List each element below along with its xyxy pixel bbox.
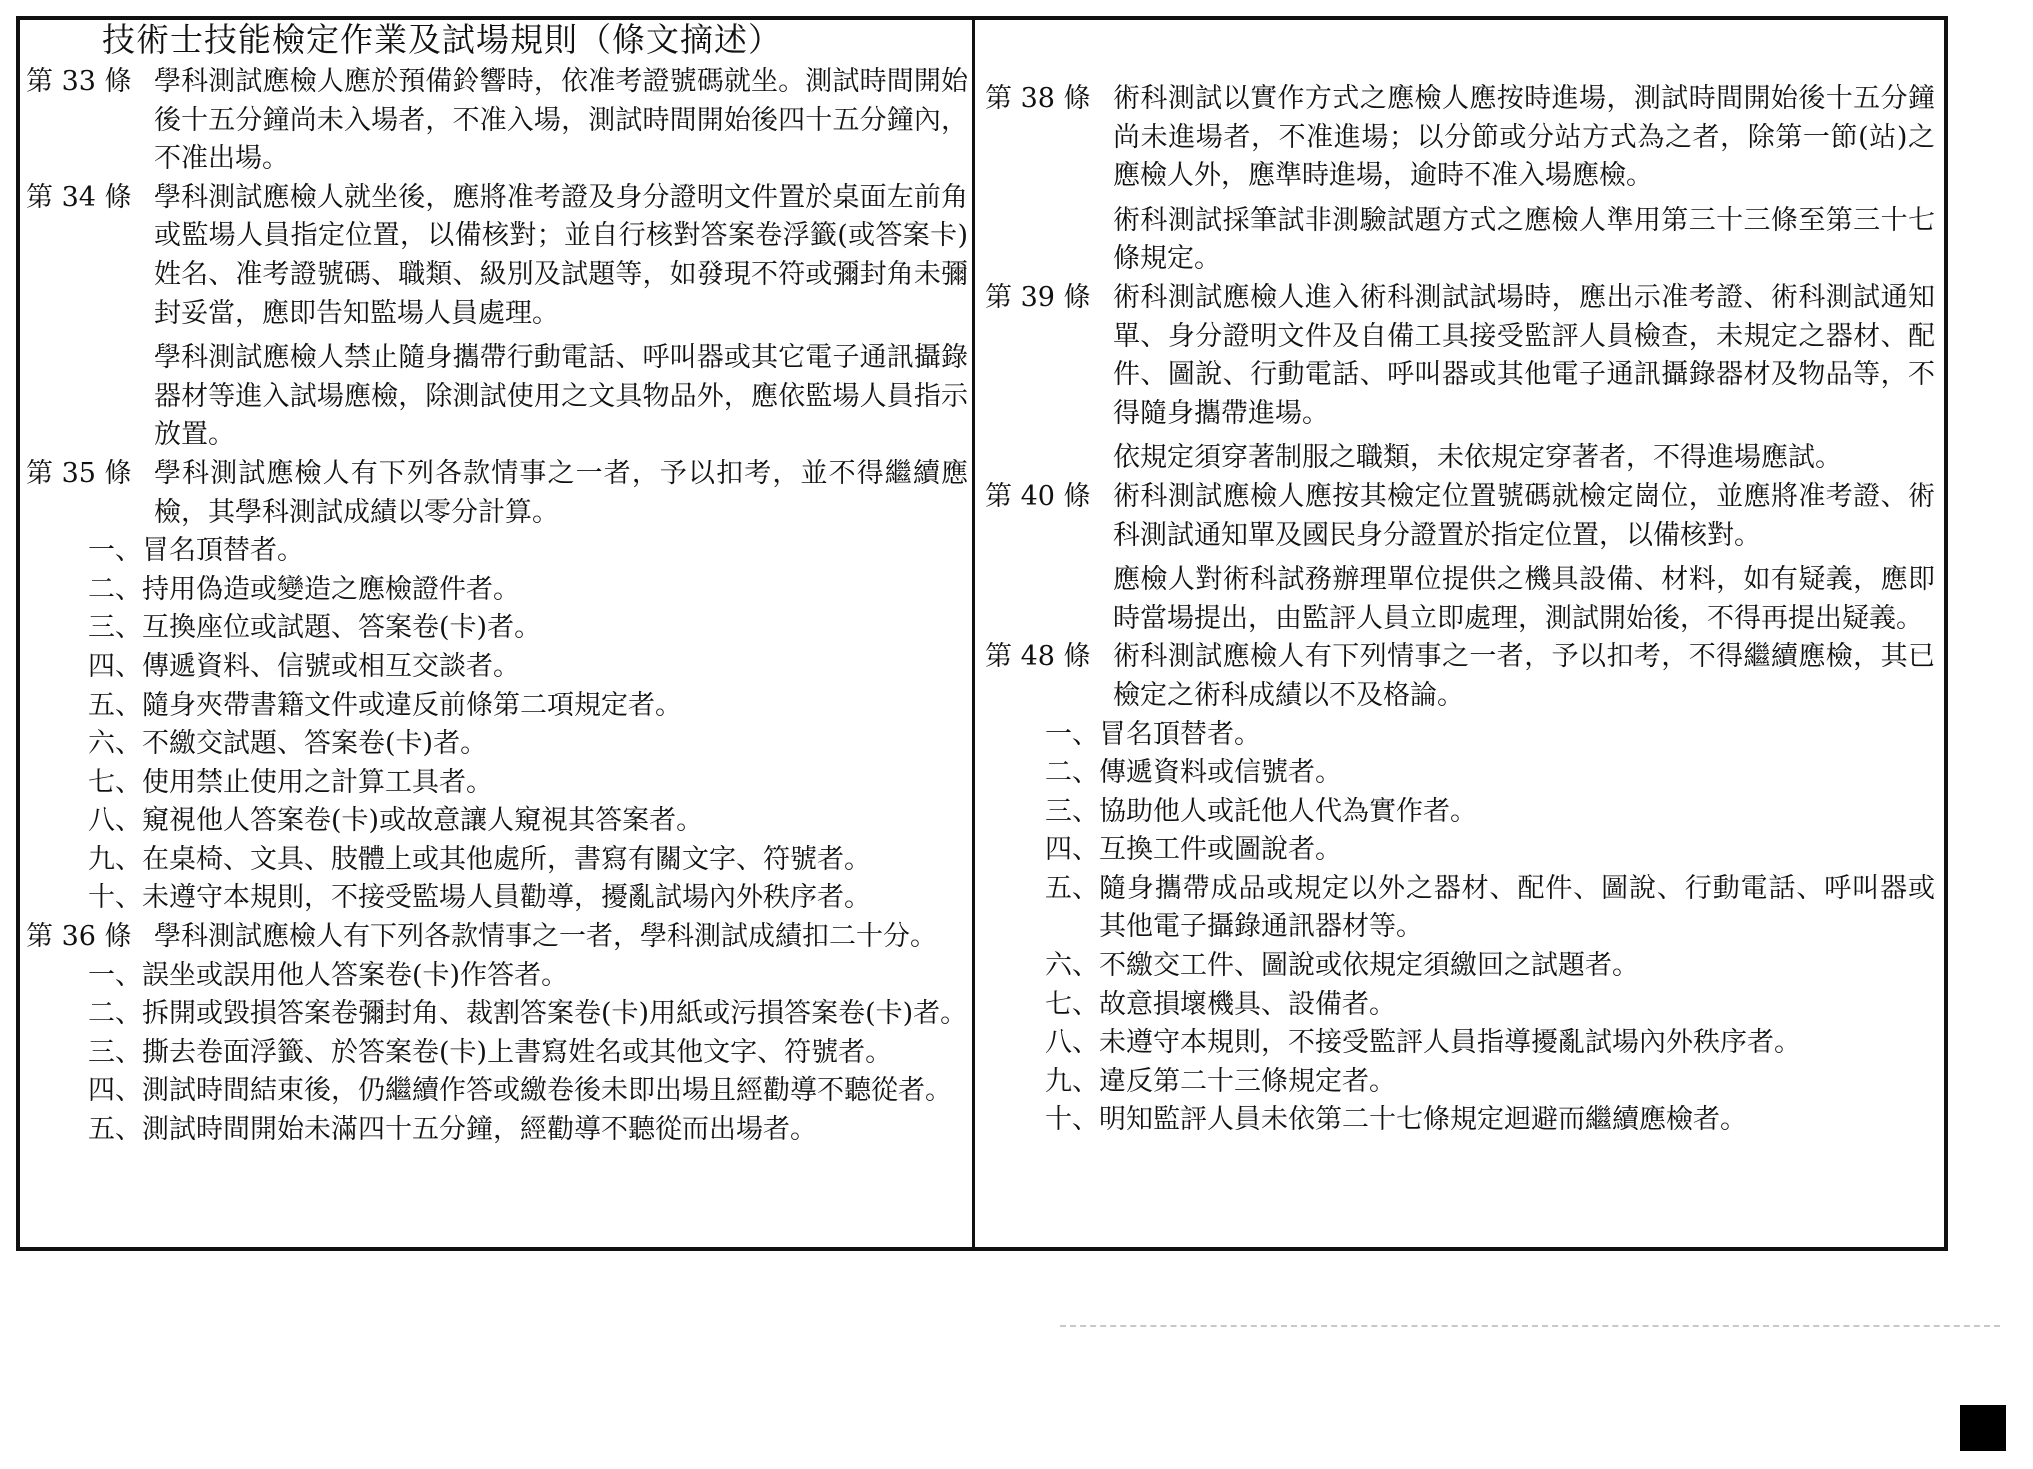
item-number: 八、 — [88, 805, 142, 837]
article-number: 第 38 條 — [985, 83, 1091, 114]
item-number: 二、 — [88, 998, 142, 1030]
article-block — [26, 455, 968, 918]
item-number: 二、 — [88, 573, 142, 605]
article-paragraph: 術科測試應檢人進入術科測試試場時，應出示准考證、術科測試通知單、身分證明文件及自備工具接受監評人員檢查，未規定之器材、配件、圖說、行動電話、呼叫器或其他電子通訊攝錄器材及物品等，不得隨身攜帶進場。 — [1113, 281, 1935, 429]
article-number: 第 34 條 — [26, 181, 132, 213]
item-number: 十、 — [88, 882, 142, 914]
item-text: 誤坐或誤用他人答案卷(卡)作答者。 — [142, 959, 569, 991]
article-item — [26, 725, 968, 764]
item-text: 冒名頂替者。 — [142, 535, 304, 567]
article-item — [26, 571, 968, 610]
item-text: 窺視他人答案卷(卡)或故意讓人窺視其答案者。 — [142, 805, 704, 837]
article-row — [26, 179, 968, 455]
item-text: 協助他人或託他人代為實作者。 — [1099, 795, 1477, 827]
article-block — [985, 478, 1935, 638]
item-text: 互換工件或圖說者。 — [1099, 834, 1342, 866]
article-item — [26, 1111, 968, 1150]
article-text — [154, 63, 968, 179]
article-paragraph: 學科測試應檢人就坐後，應將准考證及身分證明文件置於桌面左前角或監場人員指定位置，以備核對；並自行核對答案卷浮籤(或答案卡)姓名、准考證號碼、職類、級別及試題等，如發現不符或彌封角未彌封妥當，應即告知監場人員處理。 — [154, 181, 968, 329]
item-text: 不繳交試題、答案卷(卡)者。 — [142, 728, 488, 760]
article-row — [26, 918, 968, 957]
article-item — [985, 947, 1935, 986]
article-paragraph: 依規定須穿著制服之職類，未依規定穿著者，不得進場應試。 — [1113, 442, 1842, 474]
item-number: 七、 — [1045, 988, 1099, 1020]
item-text: 在桌椅、文具、肢體上或其他處所，書寫有關文字、符號者。 — [142, 843, 871, 875]
article-row — [985, 80, 1935, 279]
item-text: 拆開或毀損答案卷彌封角、裁割答案卷(卡)用紙或污損答案卷(卡)者。 — [142, 998, 968, 1030]
item-number: 三、 — [88, 612, 142, 644]
article-block — [26, 179, 968, 455]
article-item — [26, 1072, 968, 1111]
article-item — [985, 870, 1935, 947]
right-articles — [985, 80, 1935, 1140]
article-block — [26, 918, 968, 1150]
article-item — [26, 995, 968, 1034]
item-text: 測試時間結束後，仍繼續作答或繳卷後未即出場且經勸導不聽從者。 — [142, 1075, 952, 1107]
article-item — [985, 793, 1935, 832]
item-number: 六、 — [88, 728, 142, 760]
article-row — [26, 63, 968, 179]
article-paragraph: 術科測試採筆試非測驗試題方式之應檢人準用第三十三條至第三十七條規定。 — [1113, 204, 1935, 275]
article-block — [26, 63, 968, 179]
document-title: 技術士技能檢定作業及試場規則（條文摘述） — [102, 20, 782, 59]
article-item — [26, 1034, 968, 1073]
item-text: 隨身攜帶成品或規定以外之器材、配件、圖說、行動電話、呼叫器或其他電子攝錄通訊器材等。 — [1099, 872, 1935, 943]
article-item — [985, 831, 1935, 870]
article-item — [26, 802, 968, 841]
item-text: 冒名頂替者。 — [1099, 718, 1261, 750]
article-number: 第 39 條 — [985, 281, 1091, 313]
article-item — [985, 986, 1935, 1025]
article-paragraph: 術科測試應檢人應按其檢定位置號碼就檢定崗位，並應將准考證、術科測試通知單及國民身分證置於指定位置，以備核對。 — [1113, 480, 1935, 551]
article-paragraph: 應檢人對術科試務辦理單位提供之機具設備、材料，如有疑義，應即時當場提出，由監評人員立即處理，測試開始後，不得再提出疑義。 — [1113, 564, 1935, 634]
article-item — [26, 879, 968, 918]
article-row — [985, 638, 1935, 715]
item-number: 一、 — [1045, 718, 1099, 750]
article-text — [1113, 638, 1935, 715]
item-text: 不繳交工件、圖說或依規定須繳回之試題者。 — [1099, 950, 1639, 982]
item-number: 一、 — [88, 959, 142, 991]
item-number: 三、 — [88, 1036, 142, 1068]
article-paragraph: 學科測試應檢人有下列各款情事之一者，學科測試成績扣二十分。 — [154, 921, 937, 953]
article-paragraph: 術科測試以實作方式之應檢人應按時進場，測試時間開始後十五分鐘尚未進場者，不准進場；以分節或分站方式為之者，除第一節(站)之應檢人外，應準時進場，逾時不准入場應檢。 — [1113, 83, 1935, 192]
item-number: 十、 — [1045, 1104, 1099, 1136]
article-number: 第 48 條 — [985, 641, 1091, 673]
article-item — [26, 648, 968, 687]
item-number: 一、 — [88, 535, 142, 567]
item-number: 四、 — [88, 1075, 142, 1107]
item-text: 傳遞資料或信號者。 — [1099, 757, 1342, 789]
article-text — [154, 179, 968, 455]
item-number: 四、 — [1045, 834, 1099, 866]
article-number: 第 33 條 — [26, 66, 132, 97]
registration-mark — [1960, 1405, 2006, 1451]
item-text: 使用禁止使用之計算工具者。 — [142, 766, 493, 798]
article-number: 第 36 條 — [26, 921, 132, 953]
item-number: 七、 — [88, 766, 142, 798]
article-row — [985, 279, 1935, 478]
item-text: 故意損壞機具、設備者。 — [1099, 988, 1396, 1020]
item-text: 持用偽造或變造之應檢證件者。 — [142, 573, 520, 605]
article-row — [26, 455, 968, 532]
item-number: 八、 — [1045, 1027, 1099, 1059]
article-paragraph: 術科測試應檢人有下列情事之一者，予以扣考，不得繼續應檢，其已檢定之術科成績以不及格論。 — [1113, 641, 1935, 711]
item-text: 明知監評人員未依第二十七條規定迴避而繼續應檢者。 — [1099, 1104, 1747, 1136]
article-item — [985, 1024, 1935, 1063]
left-articles — [26, 63, 968, 1150]
item-number: 五、 — [1045, 872, 1099, 904]
item-number: 五、 — [88, 1114, 142, 1146]
item-text: 未遵守本規則，不接受監評人員指導擾亂試場內外秩序者。 — [1099, 1027, 1801, 1059]
article-paragraph: 學科測試應檢人有下列各款情事之一者，予以扣考，並不得繼續應檢，其學科測試成績以零分計算。 — [154, 457, 968, 528]
article-paragraph: 學科測試應檢人應於預備鈴響時，依准考證號碼就坐。測試時間開始後十五分鐘尚未入場者，不准入場，測試時間開始後四十五分鐘內，不准出場。 — [154, 66, 968, 175]
article-block — [985, 279, 1935, 478]
item-text: 互換座位或試題、答案卷(卡)者。 — [142, 612, 542, 644]
article-item — [985, 754, 1935, 793]
article-item — [26, 841, 968, 880]
article-item — [985, 1101, 1935, 1140]
item-text: 撕去卷面浮籤、於答案卷(卡)上書寫姓名或其他文字、符號者。 — [142, 1036, 893, 1068]
item-number: 三、 — [1045, 795, 1099, 827]
article-number: 第 40 條 — [985, 480, 1091, 512]
item-number: 九、 — [1045, 1065, 1099, 1097]
article-text — [1113, 80, 1935, 279]
article-block — [985, 638, 1935, 1140]
article-text — [154, 918, 968, 957]
article-item — [26, 687, 968, 726]
item-text: 未遵守本規則，不接受監場人員勸導，擾亂試場內外秩序者。 — [142, 882, 871, 914]
article-paragraph: 學科測試應檢人禁止隨身攜帶行動電話、呼叫器或其它電子通訊攝錄器材等進入試場應檢，除測試使用之文具物品外，應依監場人員指示放置。 — [154, 342, 968, 451]
article-item — [26, 609, 968, 648]
item-number: 四、 — [88, 650, 142, 682]
item-number: 二、 — [1045, 757, 1099, 789]
item-text: 測試時間開始未滿四十五分鐘，經勸導不聽從而出場者。 — [142, 1114, 817, 1146]
article-item — [26, 957, 968, 996]
article-block — [985, 80, 1935, 279]
article-text — [154, 455, 968, 532]
right-column — [985, 80, 1935, 1140]
article-item — [985, 1063, 1935, 1102]
article-text — [1113, 478, 1935, 638]
article-item — [26, 764, 968, 803]
article-item — [985, 716, 1935, 755]
article-text — [1113, 279, 1935, 478]
article-item — [26, 532, 968, 571]
article-row — [985, 478, 1935, 638]
item-text: 違反第二十三條規定者。 — [1099, 1065, 1396, 1097]
item-text: 隨身夾帶書籍文件或違反前條第二項規定者。 — [142, 689, 682, 721]
column-divider — [972, 16, 975, 1251]
item-text: 傳遞資料、信號或相互交談者。 — [142, 650, 520, 682]
item-number: 五、 — [88, 689, 142, 721]
item-number: 九、 — [88, 843, 142, 875]
article-number: 第 35 條 — [26, 457, 132, 489]
left-column — [26, 18, 968, 1150]
scan-artifact-line — [1060, 1325, 2000, 1327]
item-number: 六、 — [1045, 950, 1099, 982]
